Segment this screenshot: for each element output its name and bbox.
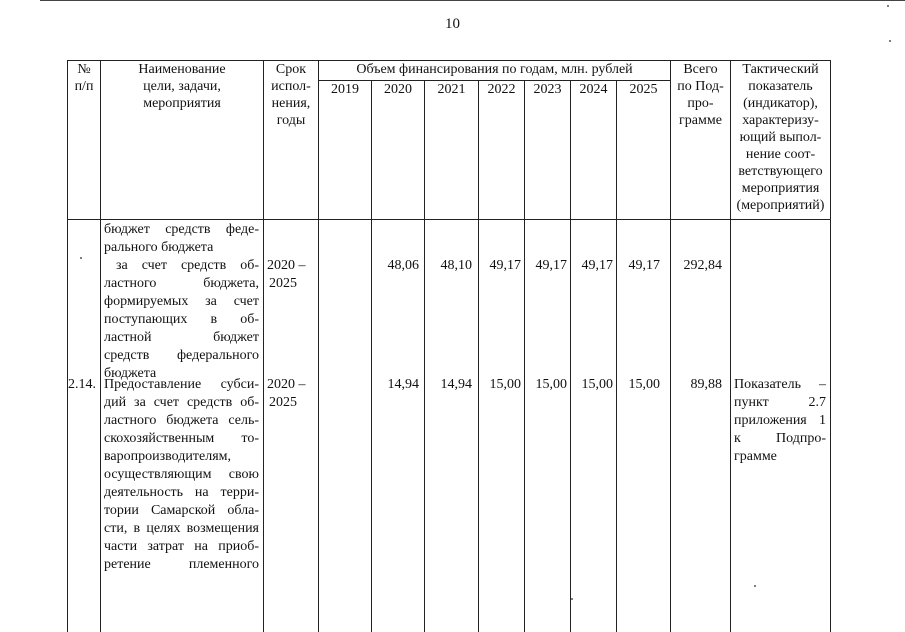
- value-2021: 14,94: [440, 377, 472, 392]
- header-year-2022: 2022: [479, 81, 525, 220]
- scan-speck: [889, 40, 891, 42]
- value-total: 89,88: [690, 377, 722, 392]
- column-divider: [670, 219, 671, 632]
- column-divider: [478, 219, 479, 632]
- header-term: Срок испол- нения, годы: [264, 61, 319, 220]
- row-term: [267, 376, 317, 412]
- term-start: 2020 –: [267, 377, 306, 392]
- row-name-line: поступающих в об-: [104, 312, 259, 327]
- row-name-line: скохозяйственным то-: [104, 431, 259, 446]
- header-indicator: Тактический показатель (индикатор), характеризу- ющий выпол- нение соот- ветствующего мероприятия (мероприятий): [731, 61, 831, 220]
- row-name-line: деятельность на терри-: [104, 485, 259, 500]
- header-year-2023: 2023: [525, 81, 571, 220]
- value-2025: 15,00: [628, 377, 660, 392]
- row-term: [267, 257, 317, 293]
- header-funding: Объем финансирования по годам, млн. рублей: [319, 61, 671, 81]
- value-2023: 49,17: [535, 258, 567, 273]
- term-start: 2020 –: [267, 258, 306, 273]
- header-year-2020: 2020: [372, 81, 425, 220]
- value-2021: 48,10: [440, 258, 472, 273]
- scan-speck: [754, 585, 756, 587]
- value-2020: 14,94: [387, 377, 419, 392]
- row-name-line: ластного бюджета,: [104, 276, 259, 291]
- header-name: Наименование цели, задачи, мероприятия: [101, 61, 264, 220]
- row-name-line: варопроизводителям,: [104, 449, 231, 464]
- header-year-2019: 2019: [319, 81, 372, 220]
- indicator-line: Показатель –: [734, 377, 826, 392]
- header-year-2024: 2024: [571, 81, 617, 220]
- row-name-line: средств федерального: [104, 348, 259, 363]
- column-divider: [263, 219, 264, 632]
- column-divider: [371, 219, 372, 632]
- row-name-line: формируемых за счет: [104, 294, 259, 309]
- row-name-line: ретение племенного: [104, 557, 259, 572]
- scan-speck: [571, 598, 573, 600]
- row-name-line: бюджет средств феде-: [104, 222, 259, 237]
- term-end: 2025: [269, 395, 297, 410]
- column-divider: [830, 219, 831, 632]
- column-divider: [616, 219, 617, 632]
- row-name-line: тории Самарской обла-: [104, 503, 259, 518]
- table-row-name: [104, 257, 259, 383]
- scan-speck: [80, 257, 82, 259]
- value-2023: 15,00: [535, 377, 567, 392]
- row-name-line: Предоставление субси-: [104, 377, 259, 392]
- value-2020: 48,06: [387, 258, 419, 273]
- value-2024: 15,00: [581, 377, 613, 392]
- header-total: Всего по Под- про- грамме: [671, 61, 731, 220]
- indicator-line: приложения 1: [734, 413, 826, 428]
- value-2025: 49,17: [628, 258, 660, 273]
- row-indicator: [734, 376, 826, 466]
- row-name-line: дий за счет средств об-: [104, 395, 259, 410]
- header-number: № п/п: [68, 61, 101, 220]
- value-total: 292,84: [683, 258, 722, 273]
- row-name-line: ластного бюджета сель-: [104, 413, 259, 428]
- indicator-line: пункт 2.7: [734, 395, 826, 410]
- scan-edge-line: [40, 0, 905, 1]
- row-name-line: части затрат на приоб-: [104, 539, 259, 554]
- term-end: 2025: [269, 276, 297, 291]
- column-divider: [424, 219, 425, 632]
- value-2022: 15,00: [489, 377, 521, 392]
- row-name-line: сти, в целях возмещения: [104, 521, 259, 536]
- column-divider: [570, 219, 571, 632]
- row-name-line: осуществляющим свою: [104, 467, 259, 482]
- page-number: 10: [445, 16, 460, 32]
- header-year-2021: 2021: [425, 81, 479, 220]
- column-divider: [318, 219, 319, 632]
- column-divider: [100, 219, 101, 632]
- scan-speck: [887, 5, 889, 7]
- row-name-line: ластной бюджет: [104, 330, 259, 345]
- table-row-name: [104, 376, 259, 574]
- indicator-line: грамме: [734, 449, 777, 464]
- row-number: 2.14.: [68, 377, 96, 392]
- column-divider: [730, 219, 731, 632]
- row-name-line: бюджета: [104, 366, 157, 381]
- header-year-2025: 2025: [617, 81, 671, 220]
- row-name-line: за счет средств об-: [116, 258, 259, 273]
- value-2024: 49,17: [581, 258, 613, 273]
- value-2022: 49,17: [489, 258, 521, 273]
- table-header: [67, 60, 831, 220]
- table-row: [104, 221, 259, 257]
- row-name-line: рального бюджета: [104, 240, 214, 255]
- column-divider: [524, 219, 525, 632]
- column-divider: [67, 219, 68, 632]
- indicator-line: к Подпро-: [734, 431, 826, 446]
